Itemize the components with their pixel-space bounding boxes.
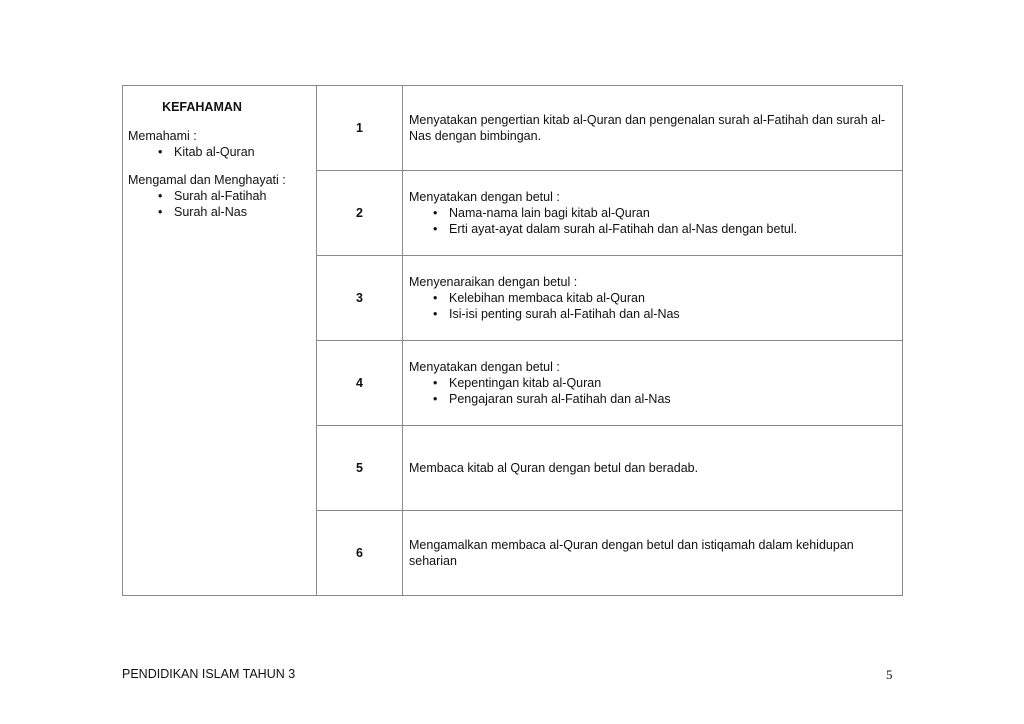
performance-band-table (122, 85, 903, 596)
descriptor-text: Membaca kitab al Quran dengan betul dan beradab. (409, 461, 699, 475)
descriptor-list (409, 375, 892, 407)
mengamal-label: Mengamal dan Menghayati : (128, 173, 286, 187)
descriptor-text: Mengamalkan membaca al-Quran dengan betul dan istiqamah dalam kehidupan seharian (409, 538, 854, 568)
band-descriptor (403, 256, 903, 341)
descriptor-text: Menyatakan dengan betul : (409, 360, 560, 374)
mengamal-list (128, 188, 316, 220)
band-level: 2 (317, 171, 403, 256)
kefahaman-cell (123, 86, 317, 596)
memahami-label: Memahami : (128, 129, 197, 143)
list-item: • Nama-nama lain bagi kitab al-Quran (409, 205, 892, 221)
descriptor-text: Menyatakan dengan betul : (409, 190, 560, 204)
descriptor-list (409, 205, 892, 237)
band-descriptor (403, 86, 903, 171)
band-descriptor (403, 511, 903, 596)
list-item: • Kelebihan membaca kitab al-Quran (409, 290, 892, 306)
band-level: 5 (317, 426, 403, 511)
descriptor-list (409, 290, 892, 322)
list-item: • Kitab al-Quran (128, 144, 316, 160)
band-descriptor (403, 426, 903, 511)
kefahaman-title: KEFAHAMAN (162, 100, 242, 114)
band-level: 1 (317, 86, 403, 171)
list-item: • Isi-isi penting surah al-Fatihah dan al-Nas (409, 306, 892, 322)
band-level: 3 (317, 256, 403, 341)
list-item: • Erti ayat-ayat dalam surah al-Fatihah dan al-Nas dengan betul. (409, 221, 892, 237)
band-level: 6 (317, 511, 403, 596)
footer-title: PENDIDIKAN ISLAM TAHUN 3 (122, 667, 296, 681)
list-item: • Surah al-Fatihah (128, 188, 316, 204)
descriptor-text: Menyenaraikan dengan betul : (409, 275, 578, 289)
list-item: • Pengajaran surah al-Fatihah dan al-Nas (409, 391, 892, 407)
list-item: • Kepentingan kitab al-Quran (409, 375, 892, 391)
band-row-1 (123, 86, 903, 171)
page-number: 5 (886, 667, 893, 682)
mengamal-block (128, 172, 316, 220)
band-descriptor (403, 341, 903, 426)
band-descriptor (403, 171, 903, 256)
memahami-list (128, 144, 316, 160)
band-level: 4 (317, 341, 403, 426)
memahami-block (128, 128, 316, 160)
list-item: • Surah al-Nas (128, 204, 316, 220)
descriptor-text: Menyatakan pengertian kitab al-Quran dan pengenalan surah al-Fatihah dan surah al-Nas dengan bimbingan. (409, 113, 886, 143)
